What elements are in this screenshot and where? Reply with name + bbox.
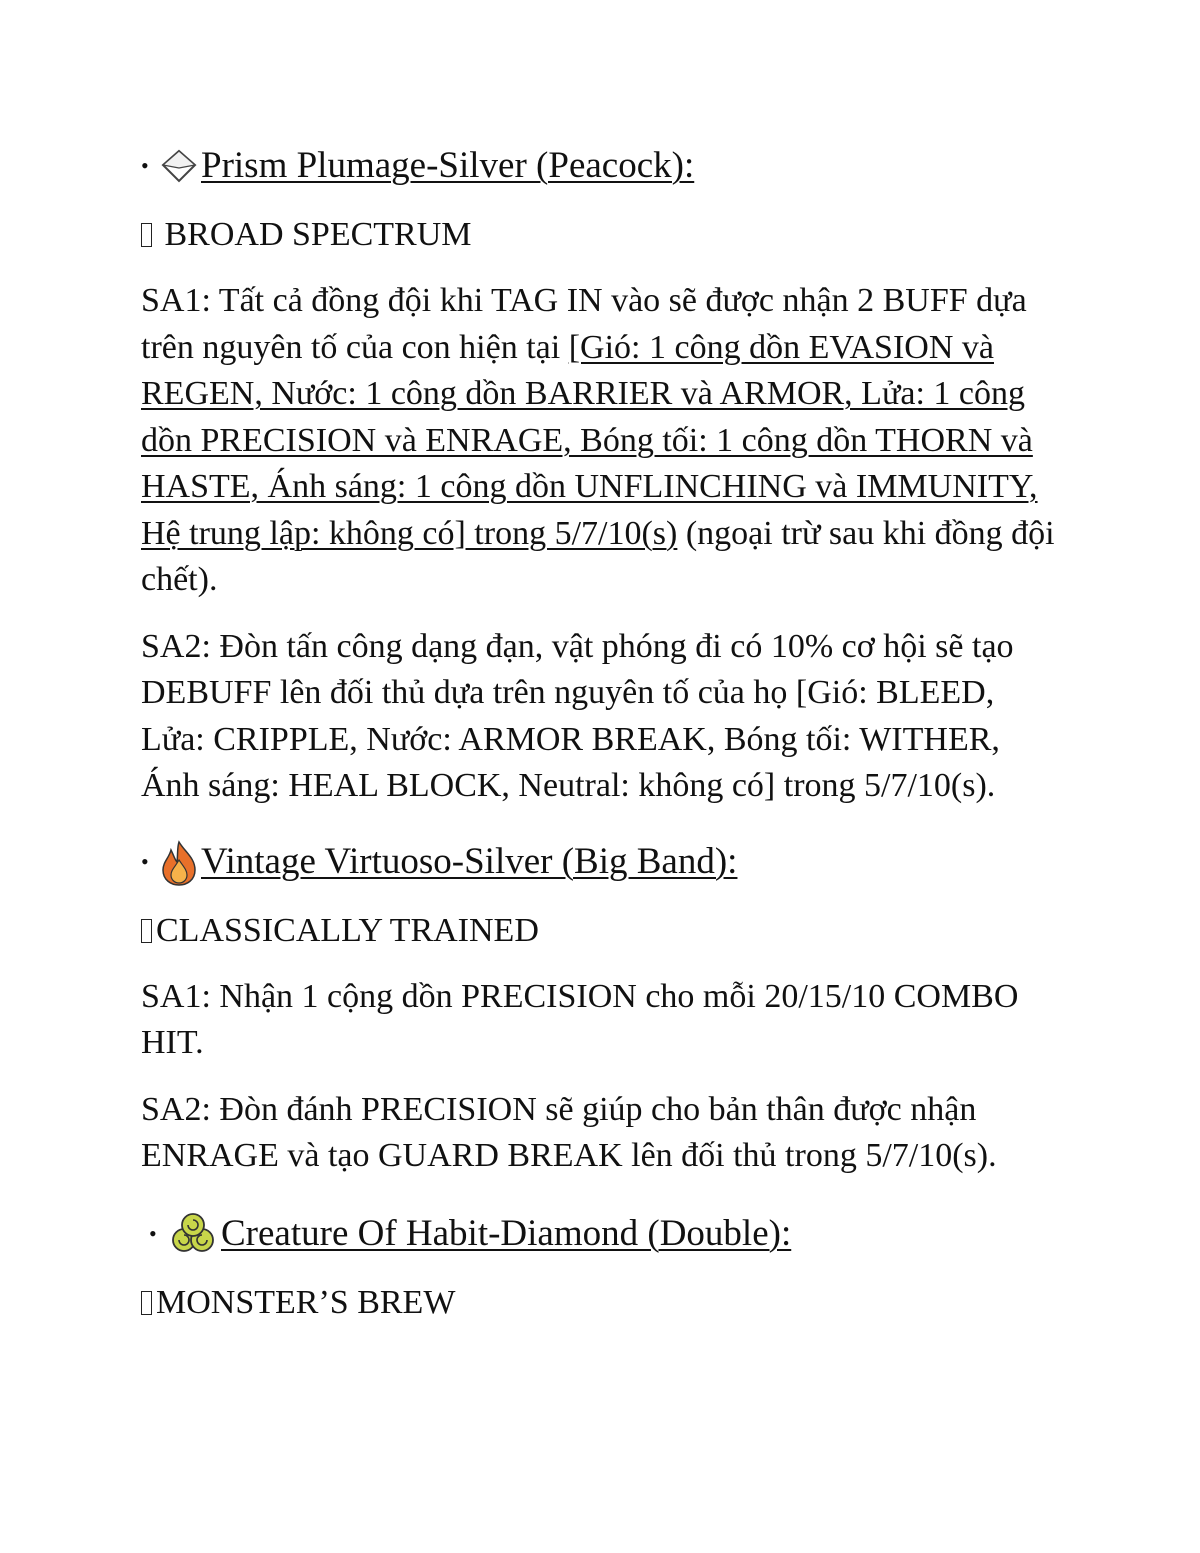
missing-glyph-icon [141,223,152,247]
bullet: • [141,153,149,178]
section-title: Prism Plumage-Silver (Peacock): [201,145,695,186]
bullet: • [141,848,149,874]
section-heading-prism-plumage [141,138,1061,190]
section-title: Vintage Virtuoso-Silver (Big Band): [201,840,738,882]
skill-name: MONSTER’S BREW [141,1280,1061,1326]
document-page [141,138,1061,1326]
diamond-icon [159,144,199,190]
section-heading-vintage-virtuoso [141,834,1061,886]
skill-name: BROAD SPECTRUM [141,212,1061,258]
missing-glyph-icon [141,919,152,943]
skill-sa2: SA2: Đòn tấn công dạng đạn, vật phóng đi có 10% cơ hội sẽ tạo DEBUFF lên đối thủ dựa trên nguyên tố của họ [Gió: BLEED, Lửa: CRIPPLE, Nước: ARMOR BREAK, Bóng tối: WITHER, Ánh sáng: HEAL BLOCK, Neutral: không có] trong 5/7/10(s). [141,627,1014,804]
skill-sa1: SA1: Tất cả đồng đội khi TAG IN vào sẽ được nhận 2 BUFF dựa trên nguyên tố của con hiện tại [Gió: 1 công dồn EVASION và REGEN, Nước: 1 công dồn BARRIER và ARMOR, Lửa: 1 công dồn PRECISION và ENRAGE, Bóng tối: 1 công dồn THORN và HASTE, Ánh sáng: 1 công dồn UNFLINCHING và IMMUNITY, Hệ trung lập: không có] trong 5/7/10(s) (ngoại trừ sau khi đồng đội chết). [141,282,1055,598]
missing-glyph-icon [141,1291,152,1315]
skill-sa1: SA1: Nhận 1 cộng dồn PRECISION cho mỗi 20/15/10 COMBO HIT. [141,977,1019,1061]
fire-icon [159,840,199,886]
skill-sa2: SA2: Đòn đánh PRECISION sẽ giúp cho bản thân được nhận ENRAGE và tạo GUARD BREAK lên đối thủ trong 5/7/10(s). [141,1090,997,1174]
section-heading-creature-of-habit [141,1206,1061,1258]
section-title: Creature Of Habit-Diamond (Double): [221,1212,792,1254]
triskelion-icon [167,1212,219,1258]
skill-name: CLASSICALLY TRAINED [141,908,1061,954]
bullet: • [149,1220,157,1246]
